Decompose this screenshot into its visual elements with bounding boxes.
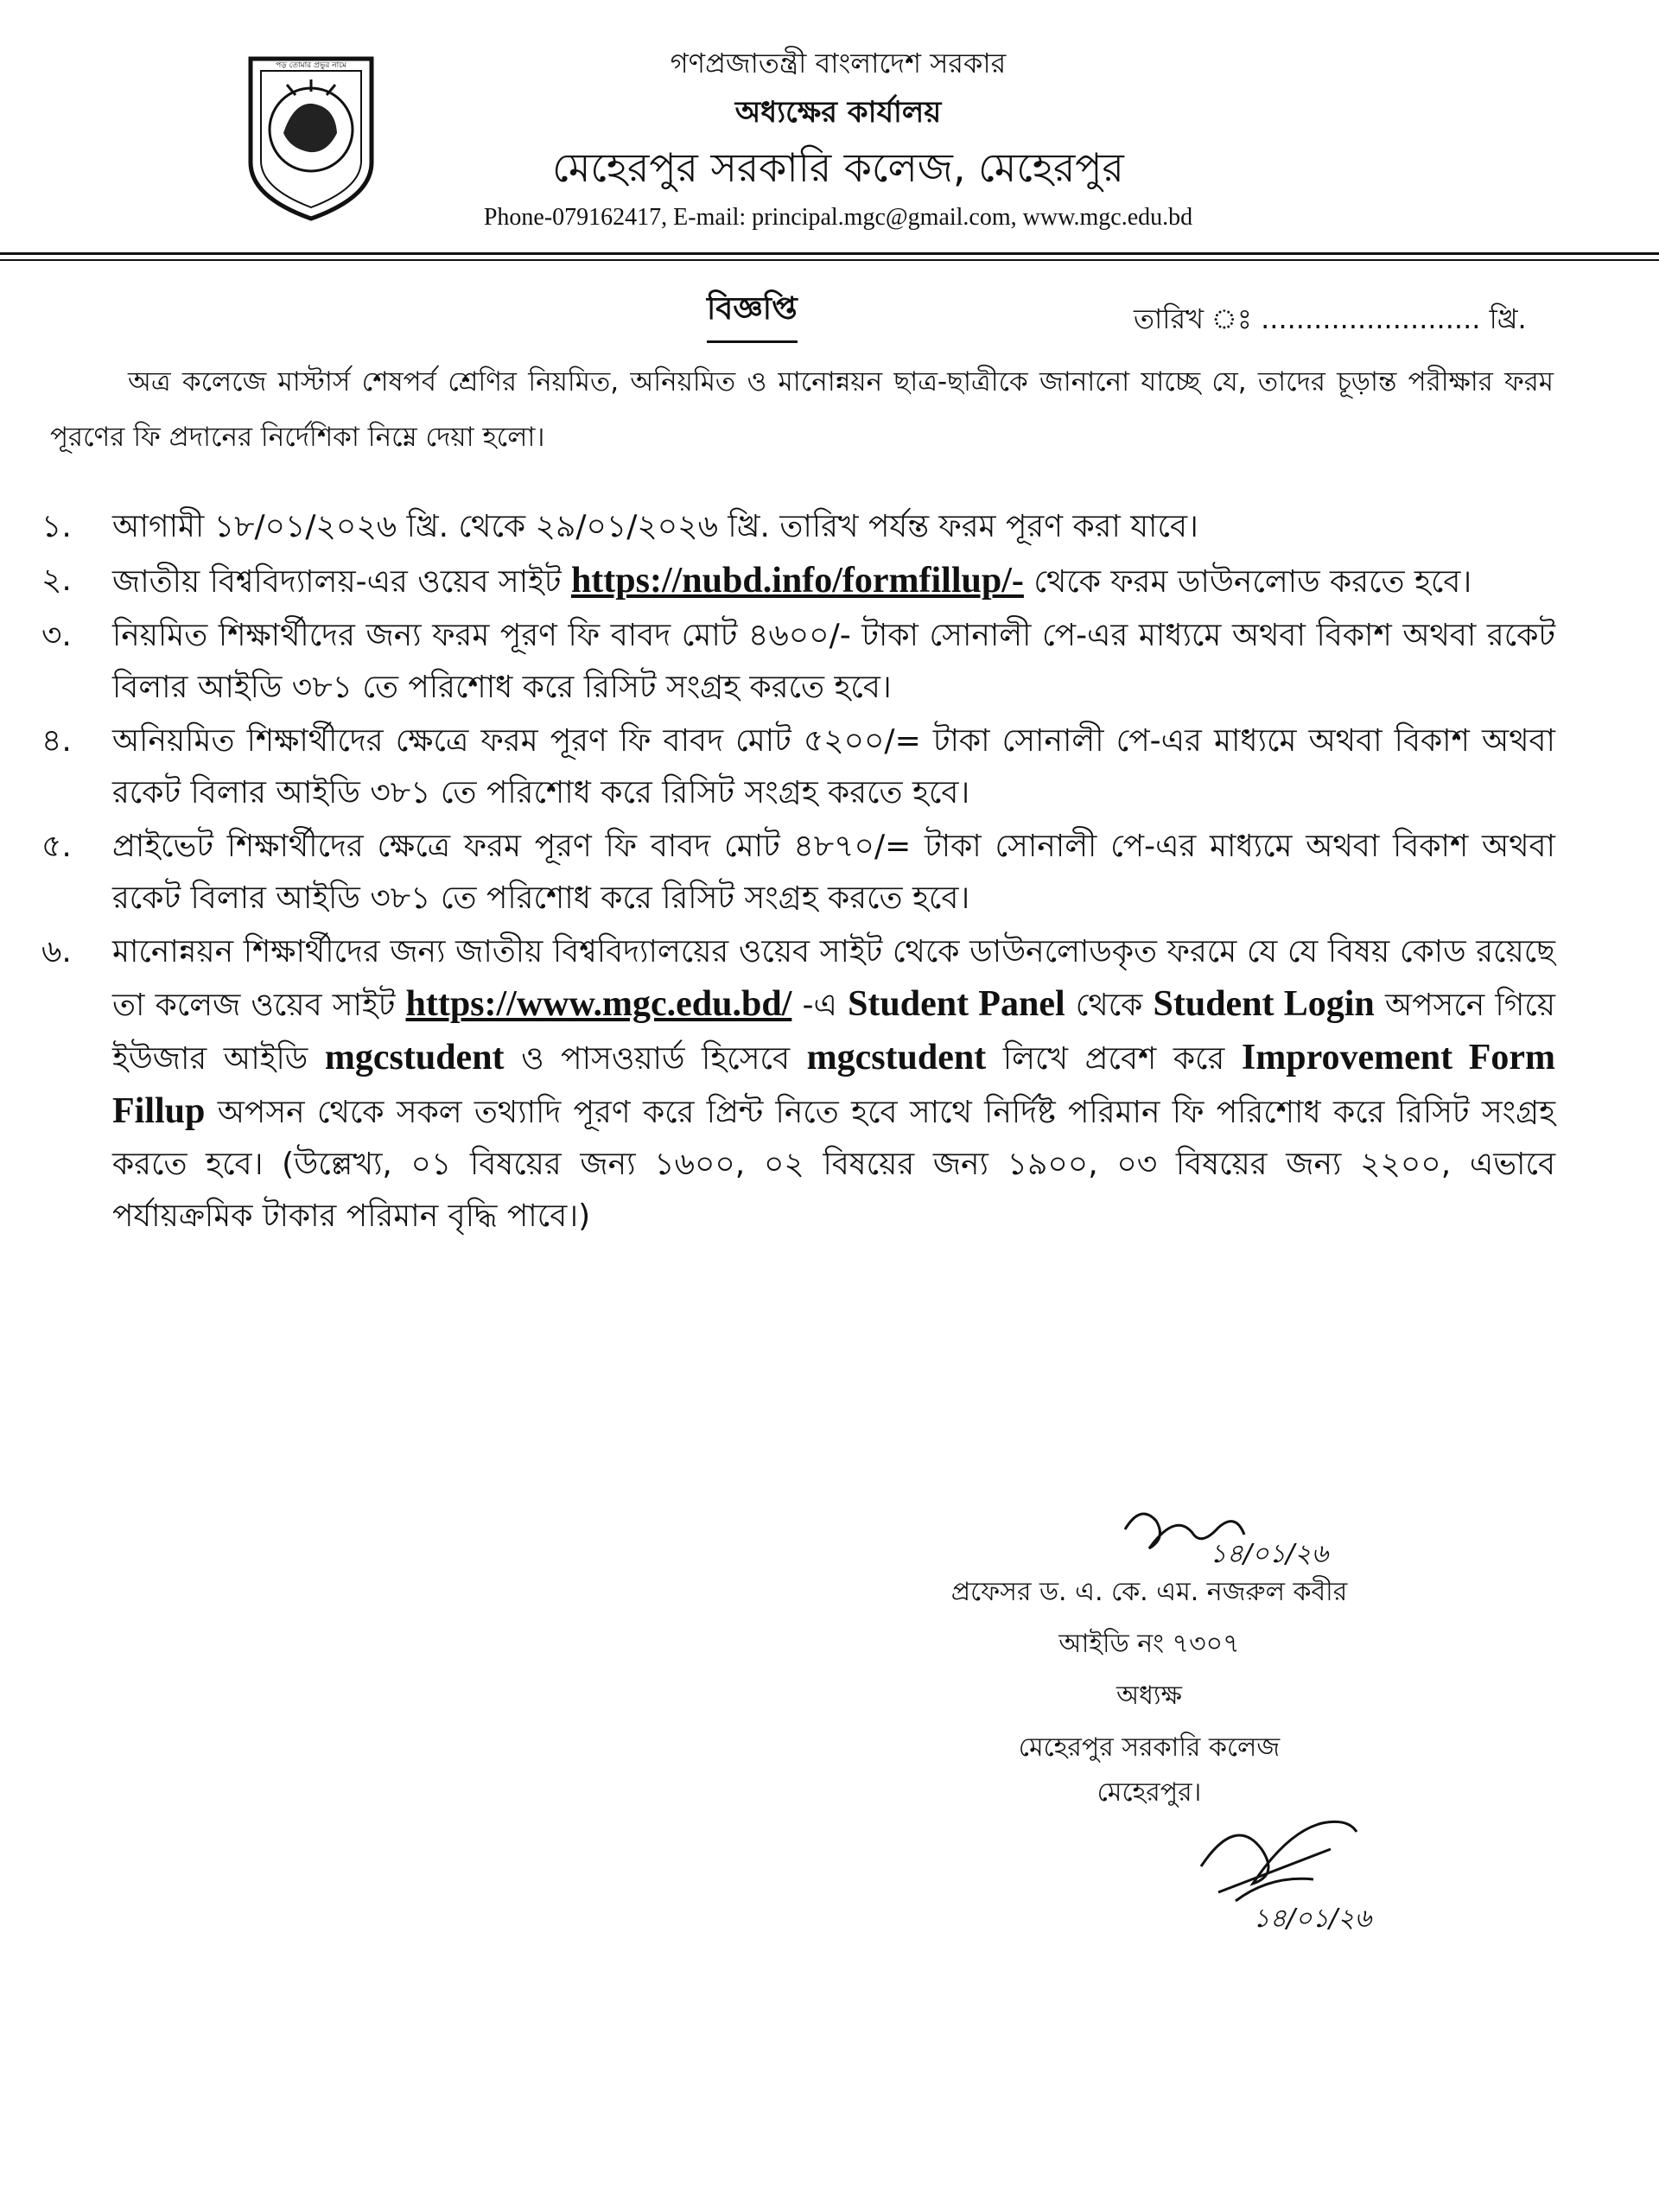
improvement-form-text: Improvement Form Fillup (112, 1038, 1555, 1131)
principal-id: আইডি নং ৭৩০৭ (1058, 1629, 1240, 1659)
signature-date: ১৪/০১/২৬ (1210, 1539, 1329, 1569)
student-login-text: Student Login (1153, 984, 1375, 1024)
contact-line: Phone-079162417, E-mail: principal.mgc@gmail.com, www.mgc.edu.bd (483, 204, 1193, 231)
item-text: নিয়মিত শিক্ষার্থীদের জন্য ফরম পূরণ ফি বাবদ মোট ৪৬০০/- টাকা সোনালী পে-এর মাধ্যমে অথবা বিকাশ অথবা রকেট বিলার আইডি ৩৮১ তে পরিশোধ করে রিসিট সংগ্রহ করতে হবে। (112, 618, 1555, 705)
item-number: ৪. (41, 723, 72, 759)
item-text: প্রাইভেট শিক্ষার্থীদের ক্ষেত্রে ফরম পূরণ ফি বাবদ মোট ৪৮৭০/= টাকা সোনালী পে-এর মাধ্যমে অথবা বিকাশ অথবা রকেট বিলার আইডি ৩৮১ তে পরিশোধ করে রিসিট সংগ্রহ করতে হবে। (112, 829, 1555, 916)
item-text: থেকে ফরম ডাউনলোড করতে হবে। (1023, 564, 1472, 600)
item-text: জাতীয় বিশ্ববিদ্যালয়-এর ওয়েব সাইট (112, 564, 571, 600)
item-text: অপসনে গিয়ে ইউজার আইডি (112, 988, 1555, 1077)
user-id-text: mgcstudent (324, 1038, 505, 1077)
svg-text:পড় তোমার প্রভুর নামে: পড় তোমার প্রভুর নামে (276, 61, 346, 70)
item-number: ৩. (41, 618, 72, 653)
list-item (41, 610, 1555, 714)
notice-title: বিজ্ঞপ্তি (707, 285, 798, 343)
item-text: লিখে প্রবেশ করে (986, 1041, 1242, 1077)
item-text: -এ (791, 988, 849, 1023)
item-text: আগামী ১৮/০১/২০২৬ খ্রি. থেকে ২৯/০১/২০২৬ খ্রি. তারিখ পর্যন্ত ফরম পূরণ করা যাবে। (112, 509, 1198, 544)
instruction-list (41, 501, 1555, 1244)
student-panel-text: Student Panel (848, 984, 1065, 1024)
list-item (41, 555, 1555, 608)
college-heading: মেহেরপুর সরকারি কলেজ, মেহেরপুর (552, 144, 1124, 191)
intro-paragraph: অত্র কলেজে মাস্টার্স শেষপর্ব শ্রেণির নিয়মিত, অনিয়মিত ও মানোন্নয়ন ছাত্র-ছাত্রীকে জানানো যাচ্ছে যে, তাদের চূড়ান্ত পরীক্ষার ফরম পূরণের ফি প্রদানের নির্দেশিকা নিম্নে দেয়া হলো। (50, 366, 1554, 453)
countersign-date: ১৪/০১/২৬ (1253, 1904, 1372, 1934)
list-item (41, 501, 1555, 553)
item-number: ৫. (41, 829, 72, 864)
date-line: তারিখ ঃ ......................... খ্রি. (1134, 302, 1527, 335)
list-item (41, 821, 1555, 925)
item-text: থেকে (1065, 988, 1154, 1023)
item-number: ১. (41, 509, 72, 544)
password-text: mgcstudent (806, 1038, 987, 1077)
principal-place: মেহেরপুর। (1096, 1777, 1202, 1808)
list-item (41, 715, 1555, 819)
principal-college: মেহেরপুর সরকারি কলেজ (1018, 1732, 1281, 1763)
header-rule-thick (0, 252, 1659, 255)
item-text: মানোন্নয়ন শিক্ষার্থীদের জন্য জাতীয় বিশ্ববিদ্যালয়ের ওয়েব সাইট থেকে ডাউনলোডকৃত ফরমে যে যে বিষয় কোড রয়েছে তা কলেজ ওয়েব সাইট (112, 934, 1555, 1023)
college-website-link[interactable]: https://www.mgc.edu.bd/ (405, 984, 792, 1024)
nu-formfillup-link[interactable]: https://nubd.info/formfillup/- (570, 561, 1024, 601)
principal-signature (1115, 1495, 1382, 1573)
principal-name: প্রফেসর ড. এ. কে. এম. নজরুল কবীর (950, 1577, 1348, 1607)
header-rule-thin (0, 259, 1659, 261)
item-text: অনিয়মিত শিক্ষার্থীদের ক্ষেত্রে ফরম পূরণ ফি বাবদ মোট ৫২০০/= টাকা সোনালী পে-এর মাধ্যমে অথবা বিকাশ অথবা রকেট বিলার আইডি ৩৮১ তে পরিশোধ করে রিসিট সংগ্রহ করতে হবে। (112, 723, 1555, 810)
list-item (41, 926, 1555, 1243)
principal-designation: অধ্যক্ষ (1116, 1681, 1182, 1711)
item-number: ৬. (41, 934, 72, 969)
government-heading: গণপ্রজাতন্ত্রী বাংলাদেশ সরকার (670, 47, 1007, 79)
office-heading: অধ্যক্ষের কার্যালয় (734, 95, 942, 130)
item-text: অপসন থেকে সকল তথ্যাদি পূরণ করে প্রিন্ট নিতে হবে সাথে নির্দিষ্ট পরিমান ফি পরিশোধ করে রিসিট সংগ্রহ করতে হবে। (উল্লেখ্য, ০১ বিষয়ের জন্য ১৬০০, ০২ বিষয়ের জন্য ১৯০০, ০৩ বিষয়ের জন্য ২২০০, এভাবে পর্যায়ক্রমিক টাকার পরিমান বৃদ্ধি পাবে।) (112, 1095, 1555, 1234)
countersignature (1184, 1797, 1426, 1936)
item-number: ২. (41, 563, 72, 598)
item-text: ও পাসওয়ার্ড হিসেবে (504, 1041, 807, 1077)
